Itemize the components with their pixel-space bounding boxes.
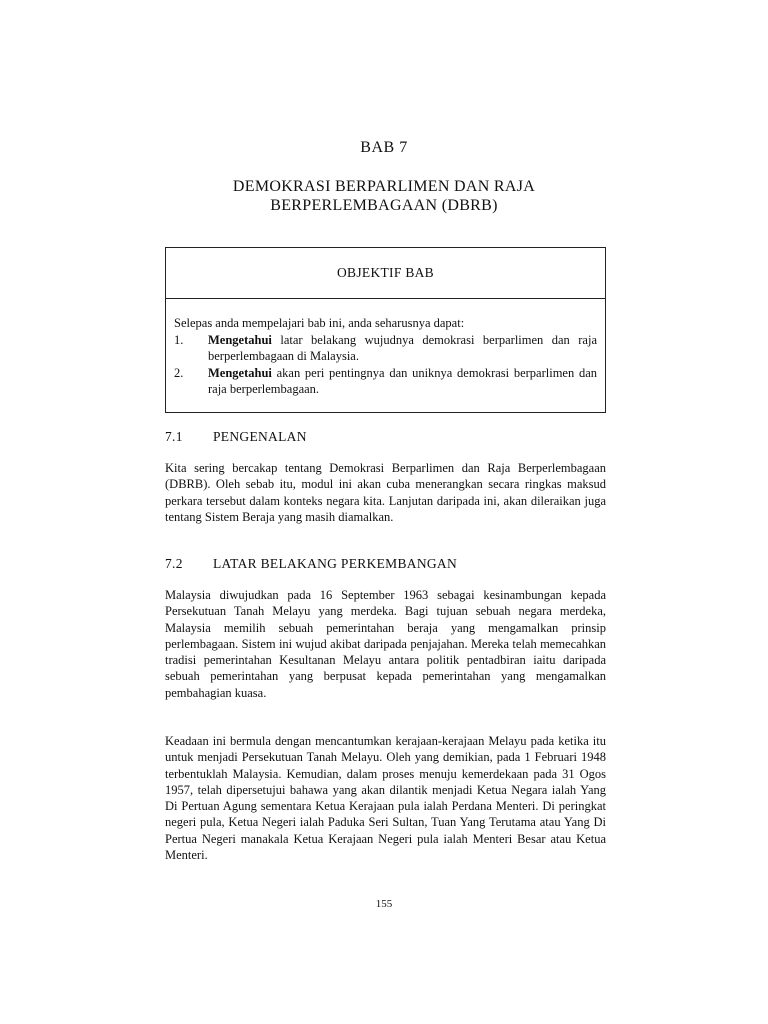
objectives-intro: Selepas anda mempelajari bab ini, anda seharusnya dapat:: [174, 316, 465, 330]
section-title: LATAR BELAKANG PERKEMBANGAN: [213, 556, 458, 571]
section-heading-7-2: [165, 556, 606, 572]
objective-keyword: Mengetahui: [208, 332, 272, 347]
section-heading-7-1: [165, 429, 606, 445]
objective-number: 2.: [174, 365, 184, 380]
objective-text: [208, 332, 597, 365]
chapter-title-line-1: DEMOKRASI BERPARLIMEN DAN RAJA: [232, 178, 536, 195]
chapter-number: BAB 7: [360, 139, 408, 156]
objective-description: latar belakang wujudnya demokrasi berparlimen dan raja berperlembagaan di Malaysia.: [208, 332, 597, 363]
section-number: 7.1: [165, 429, 183, 444]
objective-text: [208, 365, 597, 398]
paragraph: Kita sering bercakap tentang Demokrasi Berparlimen dan Raja Berperlembagaan (DBRB). Oleh sebab itu, modul ini akan cuba menerangkan secara ringkas maksud perkara tersebut dalam konteks negara kita. Lanjutan daripada ini, akan dileraikan juga tentang Sistem Beraja yang masih diamalkan.: [165, 461, 606, 524]
chapter-title-line-2: BERPERLEMBAGAAN (DBRB): [270, 197, 498, 214]
objectives-heading: OBJEKTIF BAB: [166, 248, 605, 299]
objective-keyword: Mengetahui: [208, 365, 272, 380]
chapter-title: [0, 177, 768, 215]
paragraph: Keadaan ini bermula dengan mencantumkan kerajaan-kerajaan Melayu pada ketika itu untuk menjadi Persekutuan Tanah Melayu. Oleh yang demikian, pada 1 Februari 1948 terbentuklah Malaysia. Kemudian, dalam proses menuju kemerdekaan pada 31 Ogos 1957, telah dipersetujui bahawa yang akan dilantik menjadi Ketua Negara ialah Yang Di Pertuan Agung sementara Ketua Kerajaan pula ialah Perdana Menteri. Di peringkat negeri pula, Ketua Negeri ialah Paduka Seri Sultan, Tuan Yang Terutama atau Yang Di Pertua Negeri manakala Ketua Kerajaan Negeri pula ialah Menteri Besar atau Ketua Menteri.: [165, 734, 606, 863]
objective-item: [174, 365, 597, 398]
page-number: 155: [375, 898, 393, 910]
objective-number: 1.: [174, 332, 184, 347]
section-title: PENGENALAN: [213, 429, 307, 444]
objectives-box: [165, 247, 606, 413]
objective-item: [174, 332, 597, 365]
paragraph: Malaysia diwujudkan pada 16 September 1963 sebagai kesinambungan kepada Persekutuan Tanah Melayu yang merdeka. Bagi tujuan sebuah negara merdeka, Malaysia memilih sebuah pemerintahan beraja yang mengamalkan prinsip perlembagaan. Sistem ini wujud akibat daripada penjajahan. Mereka telah memecahkan tradisi pemerintahan Kesultanan Melayu antara politik pentadbiran iaitu daripada sebuah pemerintahan yang berpusat kepada pemerintahan yang mengamalkan pembahagian kuasa.: [165, 588, 606, 700]
section-number: 7.2: [165, 556, 183, 571]
objectives-body: [166, 299, 605, 398]
objective-description: akan peri pentingnya dan uniknya demokrasi berparlimen dan raja berperlembagaan.: [208, 365, 597, 396]
